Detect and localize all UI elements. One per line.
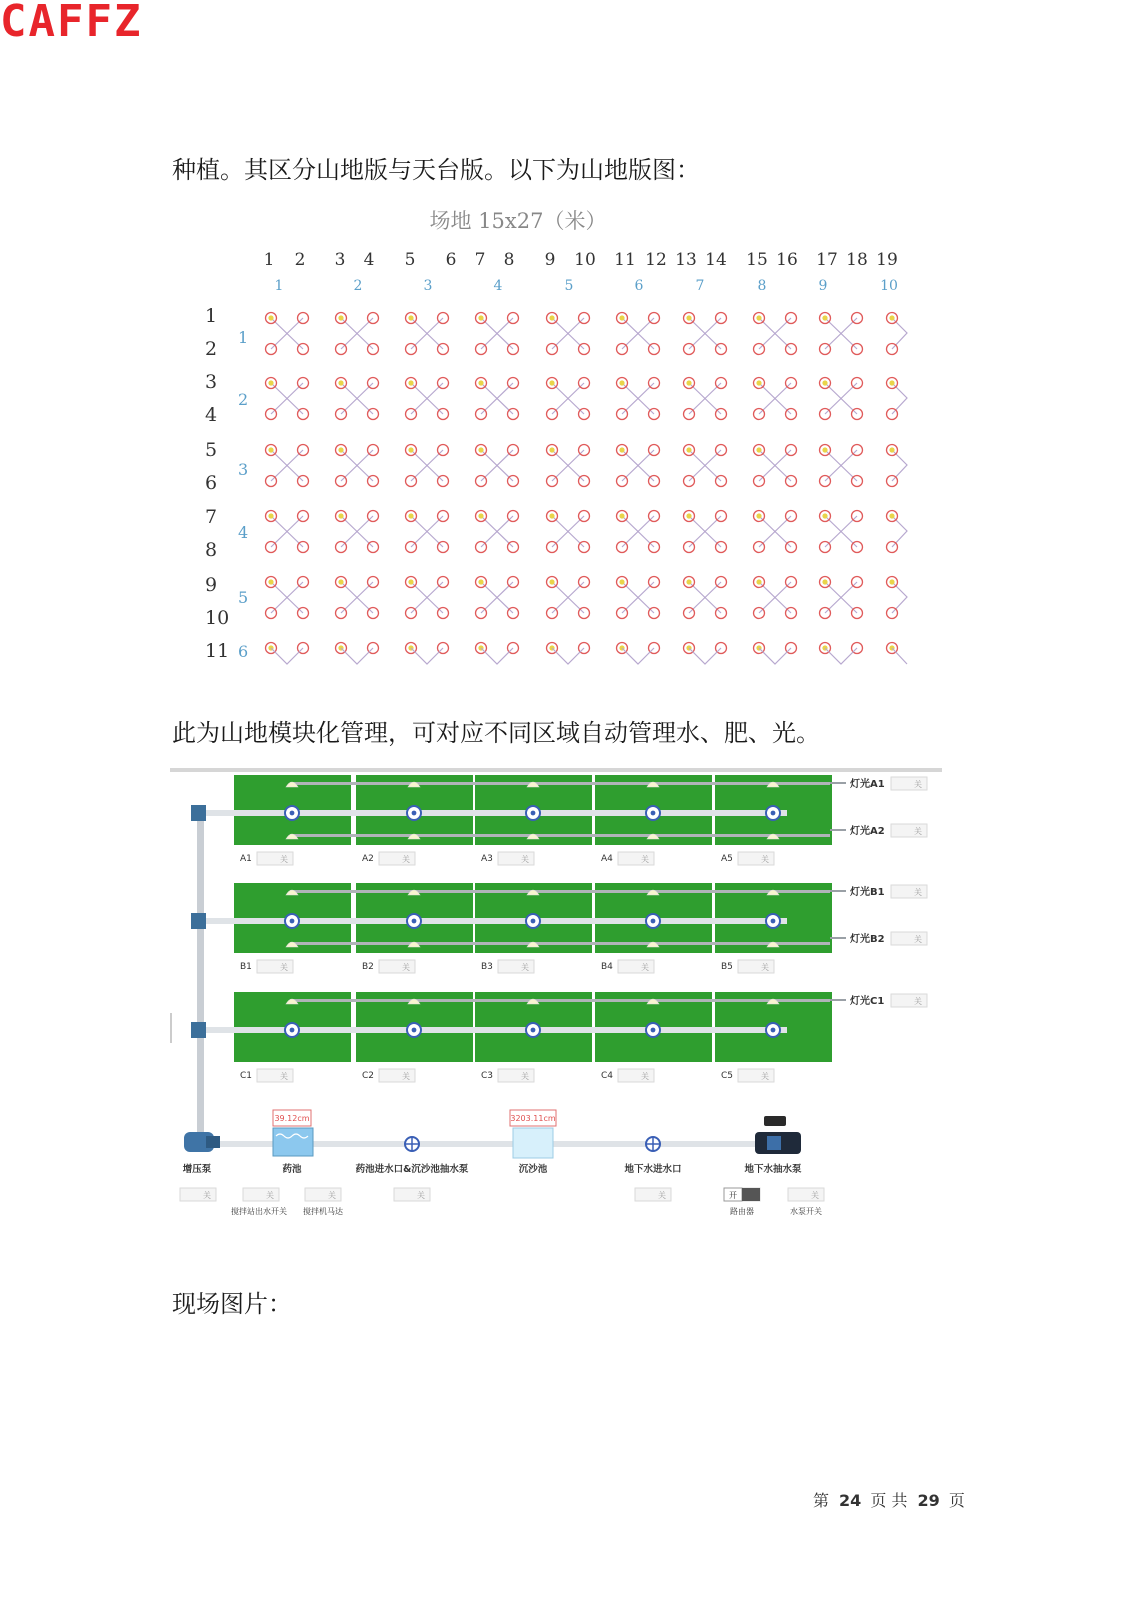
plot-label: A4 bbox=[601, 854, 613, 864]
column-group-number: 1 bbox=[274, 278, 284, 294]
booster-switch[interactable] bbox=[180, 1188, 216, 1201]
column-group-number: 6 bbox=[634, 278, 644, 294]
column-number: 3 bbox=[334, 250, 346, 270]
toggle-label: 关 bbox=[402, 963, 410, 972]
plot-label: A5 bbox=[721, 854, 733, 864]
sprinkler-dot bbox=[756, 315, 761, 320]
toggle-label: 关 bbox=[280, 1072, 288, 1081]
sprinkler-dot bbox=[268, 380, 273, 385]
column-number: 16 bbox=[776, 250, 798, 270]
column-number: 5 bbox=[404, 250, 416, 270]
sprinkler-dot bbox=[338, 380, 343, 385]
site-plan-title: 场地 15x27（米） bbox=[429, 209, 607, 233]
plot-switch[interactable] bbox=[257, 960, 293, 973]
plot-switch[interactable] bbox=[257, 1069, 293, 1082]
sprinkler-dot bbox=[268, 579, 273, 584]
column-number: 17 bbox=[816, 250, 838, 270]
column-number: 6 bbox=[445, 250, 457, 270]
toggle-label: 关 bbox=[417, 1191, 425, 1200]
plot-label: B2 bbox=[362, 962, 374, 972]
sprinkler-dot bbox=[686, 513, 691, 518]
valve-icon-core bbox=[531, 919, 536, 924]
plot-label: C4 bbox=[601, 1071, 614, 1081]
row-number: 3 bbox=[205, 371, 218, 393]
mixer-outlet-switch[interactable] bbox=[243, 1188, 279, 1201]
footer-mid: 页 共 bbox=[870, 1491, 908, 1510]
toggle-label: 关 bbox=[658, 1191, 666, 1200]
sprinkler-dot bbox=[408, 447, 413, 452]
toggle-label: 关 bbox=[203, 1191, 211, 1200]
sprinkler-dot bbox=[408, 579, 413, 584]
groundwater-pump-icon bbox=[764, 1116, 786, 1126]
row-number: 11 bbox=[205, 640, 230, 662]
toggle-label: 关 bbox=[521, 855, 529, 864]
light-switch[interactable] bbox=[891, 824, 927, 837]
column-number: 13 bbox=[675, 250, 697, 270]
footer-suffix: 页 bbox=[948, 1491, 965, 1510]
light-label: 灯光A2 bbox=[850, 826, 885, 837]
sprinkler-dot bbox=[268, 513, 273, 518]
sprinkler-dot bbox=[756, 513, 761, 518]
column-group-number: 10 bbox=[880, 278, 898, 294]
site-plan-diagram bbox=[172, 200, 942, 685]
row-group-number: 3 bbox=[238, 460, 249, 479]
toggle-label: 关 bbox=[914, 827, 922, 836]
sprinkler-dot bbox=[756, 447, 761, 452]
sprinkler-dot bbox=[889, 315, 894, 320]
toggle-label: 关 bbox=[402, 1072, 410, 1081]
supply-valve bbox=[191, 913, 206, 929]
light-label: 灯光B1 bbox=[850, 887, 885, 898]
toggle-label: 关 bbox=[761, 855, 769, 864]
valve-icon-core bbox=[771, 919, 776, 924]
row-number: 6 bbox=[205, 472, 218, 494]
top-divider bbox=[170, 768, 942, 772]
plot-switch[interactable] bbox=[618, 852, 654, 865]
column-number: 4 bbox=[363, 250, 375, 270]
valve-icon-core bbox=[531, 811, 536, 816]
pump-power-switch[interactable] bbox=[788, 1188, 824, 1201]
footer-page-total: 29 bbox=[917, 1491, 940, 1510]
column-group-number: 9 bbox=[818, 278, 828, 294]
valve-icon-core bbox=[651, 811, 656, 816]
plot-switch[interactable] bbox=[498, 852, 534, 865]
plot-switch[interactable] bbox=[738, 852, 774, 865]
level-value: 39.12cm bbox=[274, 1114, 310, 1123]
sprinkler-dot bbox=[549, 447, 554, 452]
intro-paragraph: 种植。其区分山地版与天台版。以下为山地版图： bbox=[172, 156, 700, 184]
row-group-number: 1 bbox=[238, 328, 249, 347]
groundwater-inlet-switch[interactable] bbox=[635, 1188, 671, 1201]
toggle-label: 关 bbox=[521, 1072, 529, 1081]
valve-icon-core bbox=[412, 811, 417, 816]
sprinkler-dot bbox=[822, 447, 827, 452]
column-number: 11 bbox=[614, 250, 636, 270]
plot-switch[interactable] bbox=[379, 1069, 415, 1082]
toggle-label: 关 bbox=[914, 888, 922, 897]
valve-icon-core bbox=[651, 1028, 656, 1033]
supply-pipe bbox=[197, 806, 204, 1144]
sprinkler-dot bbox=[619, 513, 624, 518]
light-switch[interactable] bbox=[891, 994, 927, 1007]
plot-switch[interactable] bbox=[257, 852, 293, 865]
light-label: 灯光A1 bbox=[850, 779, 885, 790]
plot-label: B5 bbox=[721, 962, 733, 972]
sprinkler-dot bbox=[338, 513, 343, 518]
light-switch[interactable] bbox=[891, 777, 927, 790]
sprinkler-dot bbox=[408, 513, 413, 518]
sprinkler-dot bbox=[686, 380, 691, 385]
sprinkler-dot bbox=[889, 447, 894, 452]
plot-switch[interactable] bbox=[498, 960, 534, 973]
column-group-number: 8 bbox=[757, 278, 767, 294]
light-pipe bbox=[290, 942, 830, 945]
sprinkler-dot bbox=[619, 447, 624, 452]
sprinkler-dot bbox=[889, 513, 894, 518]
sprinkler-dot bbox=[478, 380, 483, 385]
column-number: 15 bbox=[746, 250, 768, 270]
sprinkler-dot bbox=[619, 380, 624, 385]
sprinkler-dot bbox=[478, 315, 483, 320]
plot-label: C2 bbox=[362, 1071, 375, 1081]
toggle-label: 关 bbox=[914, 780, 922, 789]
valve-icon-core bbox=[531, 1028, 536, 1033]
column-number: 9 bbox=[544, 250, 556, 270]
row-group-number: 4 bbox=[238, 523, 249, 542]
plot-switch[interactable] bbox=[738, 960, 774, 973]
light-switch[interactable] bbox=[891, 885, 927, 898]
plot-switch[interactable] bbox=[618, 1069, 654, 1082]
toggle-label: 关 bbox=[641, 855, 649, 864]
plot-label: A3 bbox=[481, 854, 493, 864]
light-pipe bbox=[290, 890, 830, 893]
column-group-number: 7 bbox=[695, 278, 705, 294]
plot-label: C5 bbox=[721, 1071, 734, 1081]
light-pipe bbox=[290, 999, 830, 1002]
column-number: 14 bbox=[705, 250, 727, 270]
sub-label: 路由器 bbox=[730, 1207, 754, 1216]
sprinkler-dot bbox=[756, 380, 761, 385]
light-pipe bbox=[290, 834, 830, 837]
sprinkler-dot bbox=[478, 579, 483, 584]
equipment-label: 增压泵 bbox=[182, 1164, 212, 1175]
sprinkler-dot bbox=[822, 513, 827, 518]
column-group-number: 4 bbox=[493, 278, 503, 294]
plot-switch[interactable] bbox=[379, 852, 415, 865]
sprinkler-dot bbox=[549, 579, 554, 584]
sprinkler-dot bbox=[889, 579, 894, 584]
equipment-label: 地下水抽水泵 bbox=[744, 1164, 802, 1175]
control-panel-diagram bbox=[170, 768, 960, 1228]
column-group-number: 5 bbox=[564, 278, 574, 294]
toggle-label: 关 bbox=[641, 1072, 649, 1081]
equipment-label: 药池进水口&沉沙池抽水泵 bbox=[355, 1164, 469, 1175]
light-label: 灯光B2 bbox=[850, 934, 885, 945]
level-value: 3203.11cm bbox=[510, 1114, 556, 1123]
toggle-label: 开 bbox=[729, 1191, 737, 1200]
toggle-label: 关 bbox=[402, 855, 410, 864]
column-number: 19 bbox=[876, 250, 898, 270]
page-footer bbox=[813, 1488, 971, 1511]
valve-icon-core bbox=[771, 1028, 776, 1033]
plot-label: B1 bbox=[240, 962, 252, 972]
mixer-motor-switch[interactable] bbox=[305, 1188, 341, 1201]
footer-page-number: 24 bbox=[839, 1491, 862, 1510]
valve-icon-core bbox=[412, 1028, 417, 1033]
sprinkler-dot bbox=[338, 315, 343, 320]
sprinkler-dot bbox=[549, 513, 554, 518]
equipment-label: 沉沙池 bbox=[518, 1164, 548, 1175]
toggle-label: 关 bbox=[811, 1191, 819, 1200]
row-group-number: 5 bbox=[238, 588, 249, 607]
row-group-number: 6 bbox=[238, 642, 249, 661]
toggle-label: 关 bbox=[914, 997, 922, 1006]
column-group-number: 2 bbox=[353, 278, 363, 294]
sprinkler-dot bbox=[822, 380, 827, 385]
sprinkler-dot bbox=[549, 380, 554, 385]
sprinkler-dot bbox=[756, 579, 761, 584]
valve-icon-core bbox=[412, 919, 417, 924]
plot-switch[interactable] bbox=[498, 1069, 534, 1082]
photos-paragraph: 现场图片： bbox=[172, 1290, 292, 1318]
sprinkler-dot bbox=[686, 579, 691, 584]
inlet-pump-switch[interactable] bbox=[394, 1188, 430, 1201]
plot-switch[interactable] bbox=[379, 960, 415, 973]
valve-icon-core bbox=[771, 811, 776, 816]
medicine-tank-icon bbox=[273, 1128, 313, 1156]
toggle-label: 关 bbox=[641, 963, 649, 972]
equipment-label: 药池 bbox=[282, 1164, 302, 1175]
sprinkler-dot bbox=[686, 315, 691, 320]
plot-switch[interactable] bbox=[618, 960, 654, 973]
sub-label: 搅拌机马达 bbox=[303, 1207, 343, 1216]
sprinkler-dot bbox=[338, 579, 343, 584]
column-number: 12 bbox=[645, 250, 667, 270]
supply-valve bbox=[191, 1022, 206, 1038]
sprinkler-dot bbox=[619, 315, 624, 320]
plot-switch[interactable] bbox=[738, 1069, 774, 1082]
row-number: 9 bbox=[205, 574, 218, 596]
light-switch[interactable] bbox=[891, 932, 927, 945]
light-pipe bbox=[290, 782, 830, 785]
row-number: 1 bbox=[205, 305, 218, 327]
toggle-label: 关 bbox=[521, 963, 529, 972]
toggle-label: 关 bbox=[761, 963, 769, 972]
sand-tank-icon bbox=[513, 1128, 553, 1158]
cross-line bbox=[892, 648, 907, 664]
row-number: 10 bbox=[205, 607, 230, 629]
sprinkler-dot bbox=[549, 315, 554, 320]
sub-label: 搅拌站出水开关 bbox=[231, 1207, 287, 1216]
column-number: 2 bbox=[294, 250, 306, 270]
column-number: 10 bbox=[574, 250, 596, 270]
plot-label: C3 bbox=[481, 1071, 494, 1081]
sprinkler-dot bbox=[619, 579, 624, 584]
valve-icon-core bbox=[290, 811, 295, 816]
toggle-label: 关 bbox=[280, 963, 288, 972]
router-switch[interactable] bbox=[724, 1188, 760, 1201]
sprinkler-dot bbox=[822, 315, 827, 320]
row-number: 7 bbox=[205, 506, 218, 528]
sprinkler-dot bbox=[822, 579, 827, 584]
valve-icon-core bbox=[290, 1028, 295, 1033]
sprinkler-dot bbox=[408, 380, 413, 385]
booster-pump-icon bbox=[206, 1136, 220, 1148]
light-label: 灯光C1 bbox=[850, 996, 885, 1007]
plot-label: A1 bbox=[240, 854, 252, 864]
sprinkler-dot bbox=[408, 315, 413, 320]
sprinkler-dot bbox=[478, 447, 483, 452]
column-number: 7 bbox=[474, 250, 486, 270]
row-number: 5 bbox=[205, 439, 218, 461]
plot-label: B3 bbox=[481, 962, 493, 972]
row-group-number: 2 bbox=[238, 390, 249, 409]
sprinkler-dot bbox=[478, 513, 483, 518]
sprinkler-dot bbox=[338, 447, 343, 452]
supply-valve bbox=[191, 805, 206, 821]
sub-label: 水泵开关 bbox=[790, 1207, 822, 1216]
equipment-label: 地下水进水口 bbox=[624, 1164, 682, 1175]
sprinkler-dot bbox=[268, 447, 273, 452]
column-number: 8 bbox=[503, 250, 515, 270]
toggle-knob bbox=[742, 1188, 760, 1201]
plot-label: C1 bbox=[240, 1071, 253, 1081]
watermark-logo: CAFFZ bbox=[0, 0, 143, 47]
toggle-label: 关 bbox=[266, 1191, 274, 1200]
plot-label: B4 bbox=[601, 962, 613, 972]
edge-marker bbox=[170, 1013, 172, 1043]
sprinkler-dot bbox=[686, 447, 691, 452]
column-group-number: 3 bbox=[423, 278, 433, 294]
column-number: 1 bbox=[263, 250, 275, 270]
toggle-label: 关 bbox=[280, 855, 288, 864]
row-number: 2 bbox=[205, 338, 218, 360]
valve-icon-core bbox=[651, 919, 656, 924]
groundwater-pump-icon bbox=[767, 1136, 781, 1150]
toggle-label: 关 bbox=[328, 1191, 336, 1200]
sprinkler-dot bbox=[268, 315, 273, 320]
row-number: 4 bbox=[205, 404, 218, 426]
valve-icon-core bbox=[290, 919, 295, 924]
toggle-label: 关 bbox=[914, 935, 922, 944]
toggle-label: 关 bbox=[761, 1072, 769, 1081]
column-number: 18 bbox=[846, 250, 868, 270]
footer-prefix: 第 bbox=[813, 1491, 830, 1510]
sprinkler-dot bbox=[889, 380, 894, 385]
module-paragraph: 此为山地模块化管理，可对应不同区域自动管理水、肥、光。 bbox=[172, 719, 820, 747]
plot-label: A2 bbox=[362, 854, 374, 864]
row-number: 8 bbox=[205, 539, 218, 561]
